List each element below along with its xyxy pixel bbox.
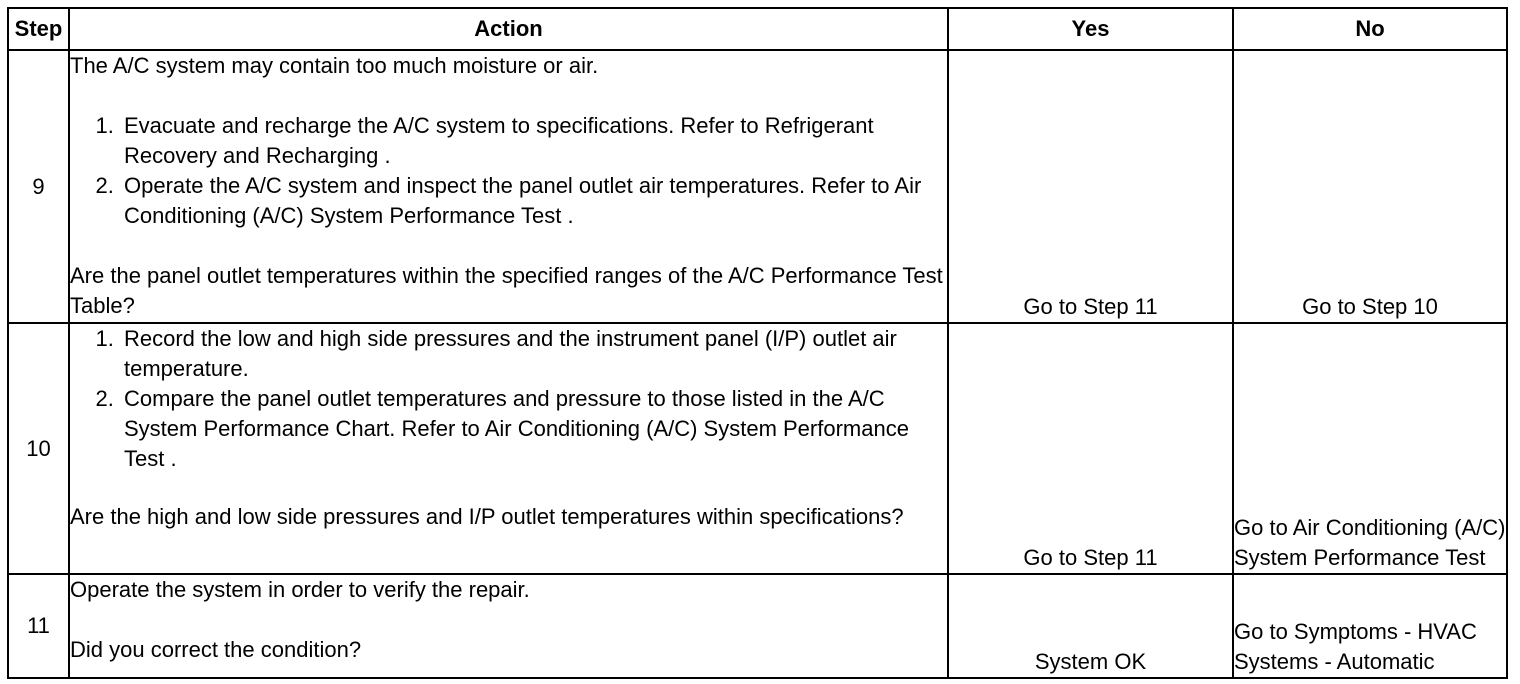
action-question: Are the panel outlet temperatures within the specified ranges of the A/C Performance Test Table?: [70, 263, 943, 318]
no-result: Go to Air Conditioning (A/C) System Performance Test: [1233, 323, 1507, 574]
action-question: Did you correct the condition?: [70, 637, 362, 662]
action-step-item: 1. Record the low and high side pressures and the instrument panel (I/P) outlet air temperature.: [120, 324, 947, 384]
yes-result: System OK: [948, 574, 1233, 678]
header-yes: Yes: [948, 8, 1233, 50]
yes-result: Go to Step 11: [948, 50, 1233, 323]
table-row-step-11: [8, 574, 1507, 678]
table-row-step-9: [8, 50, 1507, 323]
action-cell: [69, 50, 948, 323]
action-cell: [69, 574, 948, 678]
action-step-item: 1. Evacuate and recharge the A/C system to specifications. Refer to Refrigerant Recovery and Recharging .: [120, 111, 947, 171]
header-no: No: [1233, 8, 1507, 50]
action-intro: The A/C system may contain too much moisture or air.: [70, 53, 599, 78]
no-result: Go to Step 10: [1233, 50, 1507, 323]
action-steps-list: [70, 324, 947, 474]
step-number: 9: [8, 50, 69, 323]
action-cell: [69, 323, 948, 574]
step-number: 11: [8, 574, 69, 678]
action-step-item: 2. Compare the panel outlet temperatures and pressure to those listed in the A/C System Performance Chart. Refer to Air Conditioning (A/C) System Performance Test .: [120, 384, 947, 474]
action-step-item: 2. Operate the A/C system and inspect the panel outlet air temperatures. Refer to Air Conditioning (A/C) System Performance Test .: [120, 171, 947, 231]
step-number: 10: [8, 323, 69, 574]
header-action: Action: [69, 8, 948, 50]
action-intro: Operate the system in order to verify the repair.: [70, 577, 530, 602]
no-result: Go to Symptoms - HVAC Systems - Automatic: [1233, 574, 1507, 678]
header-row: [8, 8, 1507, 50]
action-question: Are the high and low side pressures and I/P outlet temperatures within specifications?: [70, 504, 904, 529]
yes-result: Go to Step 11: [948, 323, 1233, 574]
diagnostic-table: [7, 7, 1508, 679]
header-step: Step: [8, 8, 69, 50]
table-row-step-10: [8, 323, 1507, 574]
action-steps-list: [70, 111, 947, 231]
